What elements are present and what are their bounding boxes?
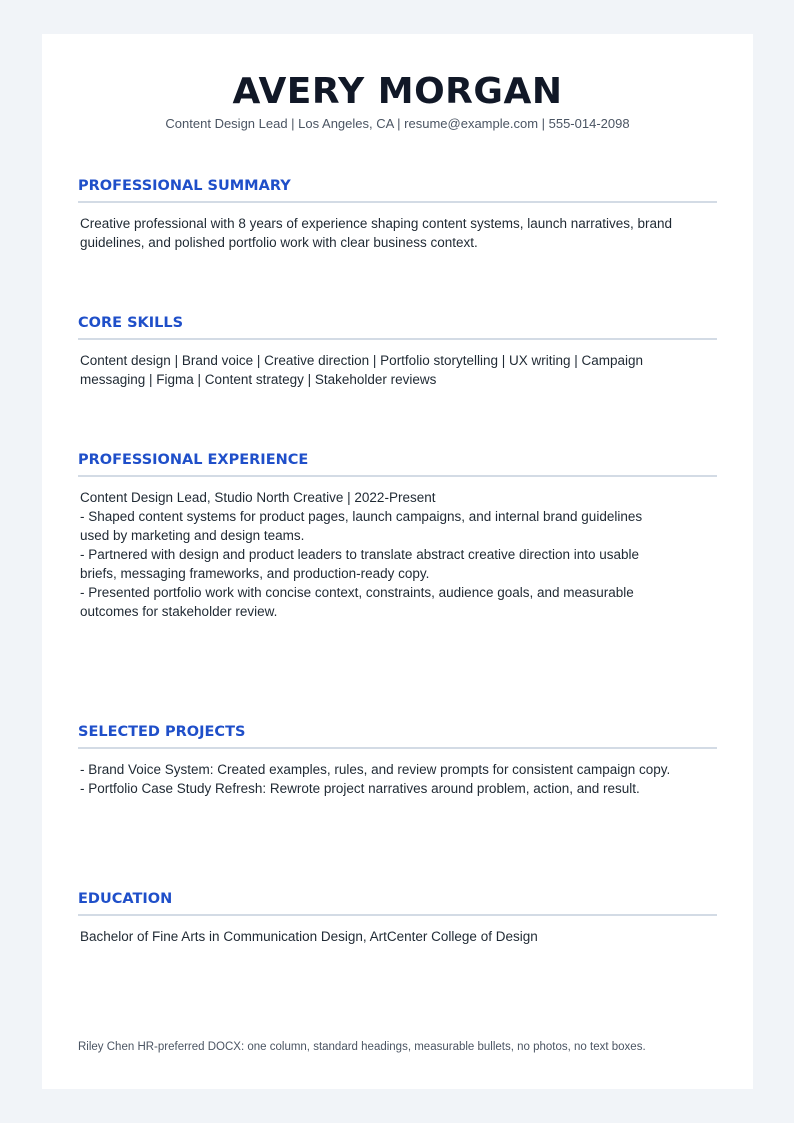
section-professional-experience (78, 451, 717, 621)
contact-line: Content Design Lead | Los Angeles, CA | resume@example.com | 555-014-2098 (165, 116, 630, 131)
projects-body (78, 760, 717, 798)
experience-bullet-line: used by marketing and design teams. (80, 528, 305, 543)
resume-header (42, 72, 753, 133)
section-core-skills (78, 314, 717, 389)
experience-bullet-line: outcomes for stakeholder review. (80, 604, 278, 619)
skills-line: Content design | Brand voice | Creative direction | Portfolio storytelling | UX writing | Campaign (80, 353, 644, 368)
experience-bullet-line: briefs, messaging frameworks, and production-ready copy. (80, 566, 430, 581)
footer-note: Riley Chen HR-preferred DOCX: one column, standard headings, measurable bullets, no photos, no text boxes. (78, 1041, 646, 1053)
project-item: - Brand Voice System: Created examples, rules, and review prompts for consistent campaign copy. (80, 762, 671, 777)
summary-line: Creative professional with 8 years of experience shaping content systems, launch narratives, brand (80, 216, 673, 231)
experience-bullet-line: - Shaped content systems for product pages, launch campaigns, and internal brand guidelines (80, 509, 643, 524)
section-selected-projects (78, 723, 717, 798)
section-education (78, 890, 717, 946)
skills-line: messaging | Figma | Content strategy | Stakeholder reviews (80, 372, 437, 387)
experience-role: Content Design Lead, Studio North Creative | 2022-Present (80, 490, 436, 505)
resume-page (42, 34, 753, 1089)
section-professional-summary (78, 177, 717, 252)
summary-text (78, 214, 717, 252)
section-heading: EDUCATION (78, 890, 717, 916)
project-item: - Portfolio Case Study Refresh: Rewrote project narratives around problem, action, and result. (80, 781, 640, 796)
experience-bullet-line: - Partnered with design and product leaders to translate abstract creative direction into usable (80, 547, 640, 562)
education-body (78, 927, 717, 946)
section-heading: SELECTED PROJECTS (78, 723, 717, 749)
candidate-name: AVERY MORGAN (232, 71, 563, 112)
section-heading: PROFESSIONAL SUMMARY (78, 177, 717, 203)
section-heading: CORE SKILLS (78, 314, 717, 340)
skills-text (78, 351, 717, 389)
experience-bullet-line: - Presented portfolio work with concise context, constraints, audience goals, and measurable (80, 585, 634, 600)
education-degree: Bachelor of Fine Arts in Communication Design, ArtCenter College of Design (80, 929, 538, 944)
experience-body (78, 488, 717, 621)
section-heading: PROFESSIONAL EXPERIENCE (78, 451, 717, 477)
summary-line: guidelines, and polished portfolio work with clear business context. (80, 235, 478, 250)
